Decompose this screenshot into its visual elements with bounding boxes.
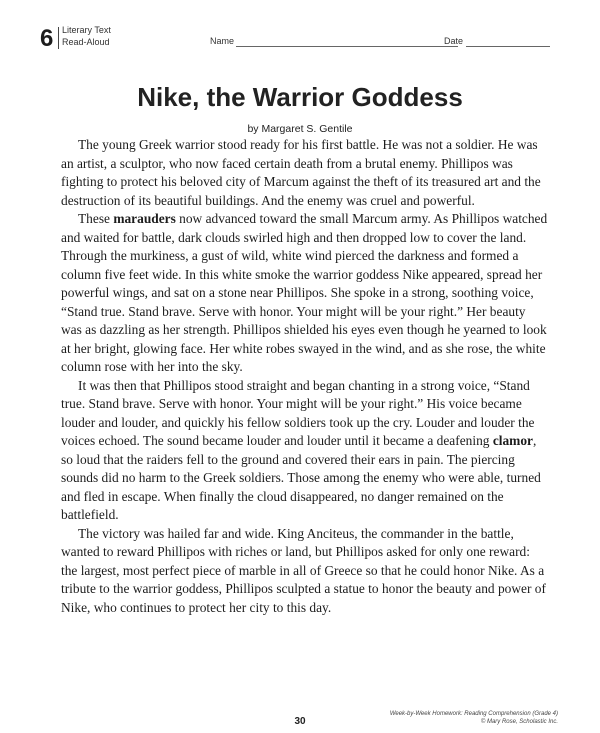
story-paragraph: These marauders now advanced toward the small Marcum army. As Phillipos watched and waited for battle, dark clouds swirled high and then dropped low to cover the land. Through the murkiness, a gust of wild, white wind pierced the darkness and formed a column five feet wide. In this white smoke the warrior goddess Nike appeared, spread her powerful wings, and sat on a stone near Phillipos. She spoke in a strong, soothing voice, “Stand true. Stand brave. Serve with honor. Your might will be your right.” Her beauty was as dazzling as her strength. Phillipos shielded his eyes even though he yearned to look at her bright, glowing face. Her white robes swayed in the wind, and as she rose, the white column rose with her into the sky. xyxy=(61,211,548,374)
footer-credit xyxy=(390,710,558,726)
date-label: Date xyxy=(444,36,464,46)
page-number: 30 xyxy=(294,716,306,727)
date-field[interactable] xyxy=(466,46,550,47)
header-divider xyxy=(58,27,59,49)
story-title: Nike, the Warrior Goddess xyxy=(137,82,463,112)
page-header xyxy=(40,24,555,54)
story-body xyxy=(61,136,549,617)
week-number: 6 xyxy=(40,25,54,52)
story-byline: by Margaret S. Gentile xyxy=(247,123,353,135)
name-field[interactable] xyxy=(236,46,458,47)
section-label-line2: Read-Aloud xyxy=(62,37,110,47)
footer-credit-book: Week-by-Week Homework: Reading Comprehension (Grade 4) xyxy=(389,711,558,717)
vocab-word-marauders: marauders xyxy=(113,211,176,226)
story-paragraph: The victory was hailed far and wide. King Anciteus, the commander in the battle, wanted to reward Phillipos with riches or land, but Phillipos asked for only one reward: the largest, most perfect piece of marble in all of Greece so that he could honor Nike. As a tribute to the warrior goddess, Phillipos sculpted a statue to honor the beauty and power of Nike, who continues to protect her city to this day. xyxy=(61,525,546,615)
section-label-line1: Literary Text xyxy=(62,25,111,35)
name-label: Name xyxy=(210,36,235,46)
footer-credit-copyright: © Mary Rose, Scholastic Inc. xyxy=(480,719,558,725)
vocab-word-clamor: clamor xyxy=(492,433,533,448)
story-paragraph: It was then that Phillipos stood straight and began chanting in a strong voice, “Stand true. Stand brave. Serve with honor. Your might will be your right.” His voice became louder and louder, and quickly his fellow soldiers took up the cry. Louder and louder the voices echoed. The sound became louder and louder until it became a deafening clamor, so loud that the raiders fell to the ground and covered their ears in pain. The piercing sounds did no harm to the Greek soldiers. Those among the enemy who were able, turned and fled in escape. When finally the cloud disappeared, no danger remained on the battlefield. xyxy=(61,377,541,522)
story-paragraph: The young Greek warrior stood ready for his first battle. He was not a soldier. He was an artist, a sculptor, who now faced certain death from a brutal enemy. Phillipos was fighting to protect his beloved city of Marcum against the theft of its treasured art and the destruction of its beautiful buildings. And the enemy was cruel and powerful. xyxy=(61,137,541,208)
section-label xyxy=(62,24,111,48)
